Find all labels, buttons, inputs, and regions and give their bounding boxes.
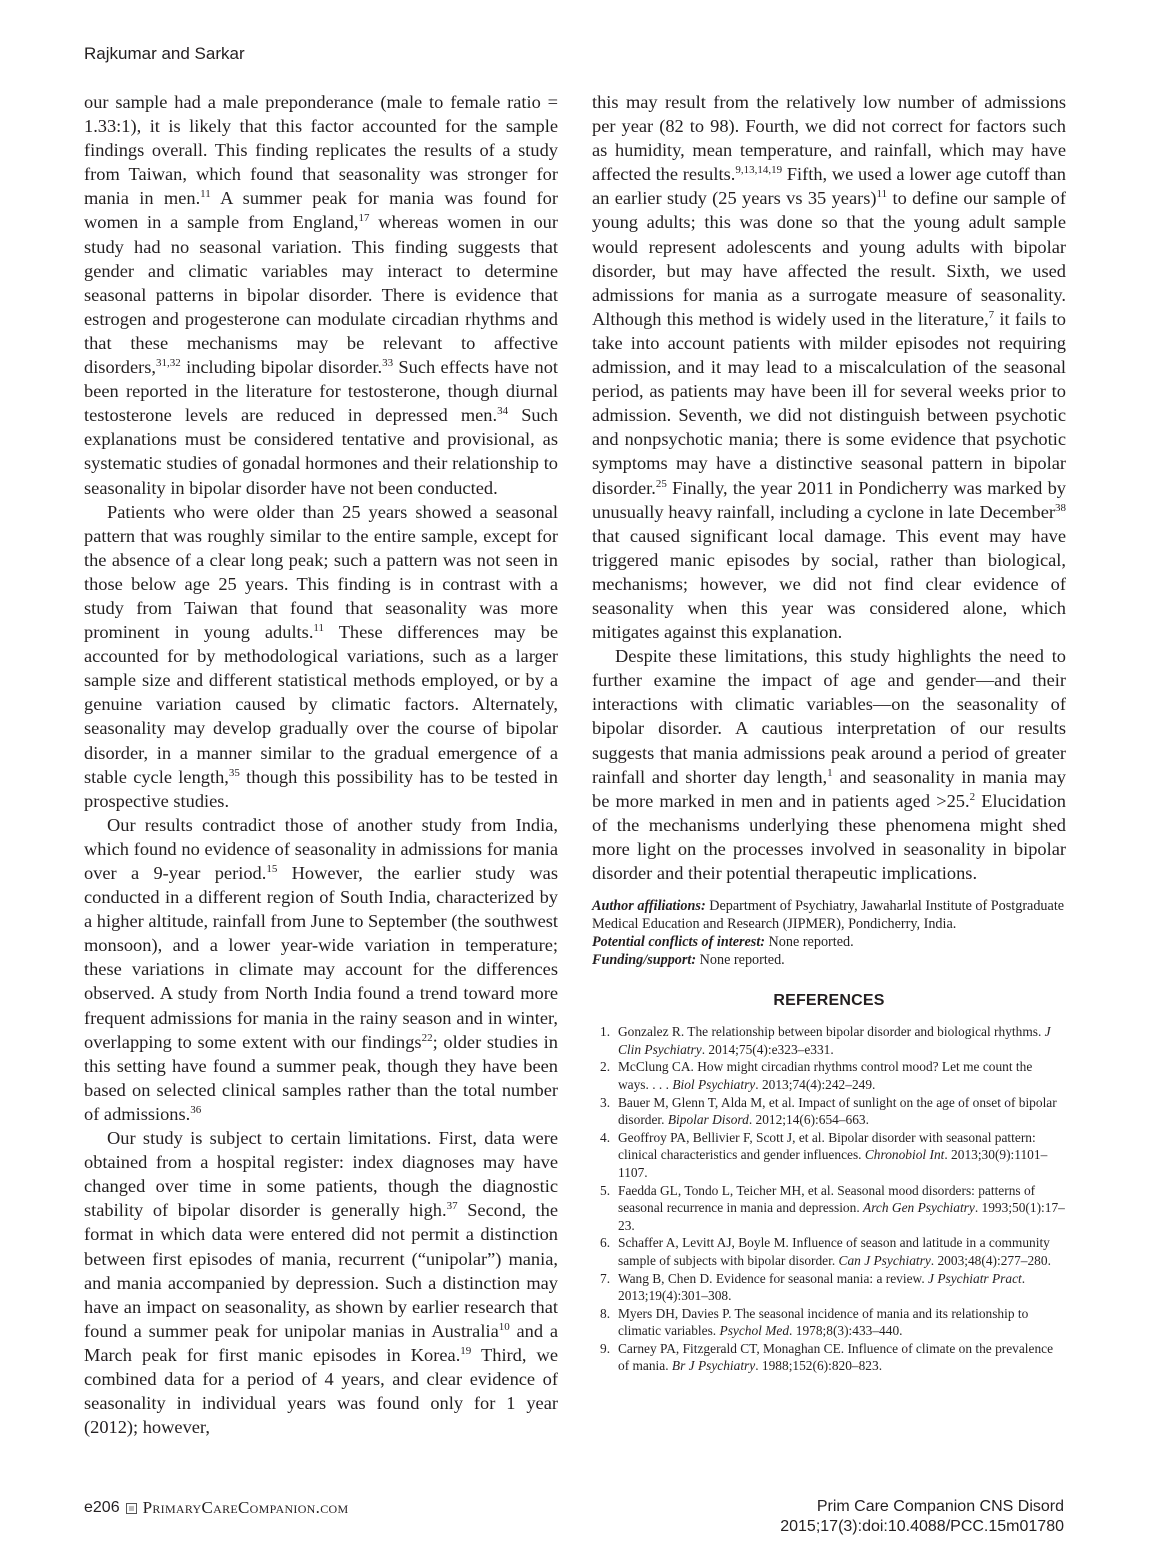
text: ; older studies in this setting have found a summer peak, though they have been based on selected clinical samples rather than the total number of admissions. bbox=[84, 1031, 558, 1124]
text: Such explanations must be considered tentative and provisional, as systematic studies of gonadal hormones and their relationship to seasonality in bipolar disorder have not been conducted. bbox=[84, 405, 558, 498]
citation[interactable]: 35 bbox=[228, 766, 240, 779]
text: Despite these limitations, this study highlights the need to further examine the impact of age and gender—and their interactions with climatic variables—on the seasonality of bipolar disorder. A cautious interpretation of our results suggests that mania admissions peak around a period of greater rainfall and shorter day length, bbox=[592, 646, 1066, 787]
text: Finally, the year 2011 in Pondicherry was marked by unusually heavy rainfall, including a cyclone in late December bbox=[592, 477, 1066, 522]
citation[interactable]: 17 bbox=[358, 212, 370, 225]
running-head: Rajkumar and Sarkar bbox=[84, 44, 245, 63]
left-column bbox=[84, 90, 558, 1439]
text: whereas women in our study had no seasonal variation. This finding suggests that gender and climatic variables may interact to determine seasonal patterns in bipolar disorder. There is evidence that estrogen and progesterone can modulate circadian rhythms and that these mechanisms may be relevant to affective disorders, bbox=[84, 212, 558, 378]
text: Elucidation of the mechanisms underlying these phenomena might shed more light on the processes involved in seasonality in bipolar disorder and their potential therapeutic implications. bbox=[592, 790, 1066, 883]
reference-item bbox=[592, 1094, 1066, 1129]
reference-details: . 2013;30(9):1101–1107. bbox=[618, 1147, 1048, 1180]
reference-text: Gonzalez R. The relationship between bipolar disorder and biological rhythms. bbox=[618, 1024, 1045, 1040]
citation[interactable]: 9,13,14,19 bbox=[735, 164, 783, 177]
citation[interactable]: 31,32 bbox=[156, 357, 181, 370]
citation[interactable]: 11 bbox=[200, 188, 211, 201]
label: Funding/support: bbox=[592, 952, 697, 969]
references-heading: REFERENCES bbox=[773, 992, 885, 1010]
reference-journal: Br J Psychiatry bbox=[671, 1358, 756, 1374]
reference-number: 7. bbox=[600, 1270, 611, 1286]
right-column bbox=[592, 90, 1066, 1375]
conflicts-of-interest bbox=[592, 933, 1066, 951]
reference-number: 3. bbox=[600, 1094, 611, 1110]
site-link[interactable]: PrimaryCareCompanion.com bbox=[142, 1498, 349, 1517]
text: Fifth, we used a lower age cutoff than an earlier study (25 years vs 35 years) bbox=[592, 164, 1066, 209]
reference-number: 9. bbox=[600, 1340, 611, 1356]
reference-item bbox=[592, 1305, 1066, 1340]
text: Department of Psychiatry, Jawaharlal Institute of Postgraduate Medical Education and Research (JIPMER), Pondicherry, India. bbox=[592, 898, 1065, 933]
reference-item bbox=[592, 1129, 1066, 1182]
citation[interactable]: 1 bbox=[827, 766, 833, 779]
text: Second, the format in which data were entered did not permit a distinction between first episodes of mania, recurrent (“unipolar”) mania, and mania accompanied by depression. Such a distinction may have an impact on seasonality, as shown by earlier research that found a summer peak for unipolar manias in Australia bbox=[84, 1200, 559, 1341]
citation[interactable]: 38 bbox=[1055, 501, 1066, 514]
reference-number: 4. bbox=[600, 1129, 611, 1145]
reference-text: Wang B, Chen D. Evidence for seasonal mania: a review. bbox=[618, 1270, 929, 1286]
funding-support bbox=[592, 951, 1066, 969]
citation[interactable]: 25 bbox=[655, 477, 667, 490]
text: However, the earlier study was conducted in a different region of South India, characterized by a higher altitude, rainfall from June to September (the southwest monsoon), and a lower year-wide variation in temperature; these variations in climate may account for the differences observed. A study from North India found a trend toward more frequent admissions for mania in the rainy season and in winter, overlapping to some extent with our findings bbox=[84, 863, 558, 1052]
citation[interactable]: 10 bbox=[498, 1320, 510, 1333]
citation[interactable]: 2 bbox=[969, 790, 976, 803]
label: Potential conflicts of interest: bbox=[592, 934, 765, 951]
reference-journal: J Clin Psychiatry bbox=[618, 1024, 1051, 1057]
citation[interactable]: 11 bbox=[313, 622, 325, 635]
text: These differences may be accounted for by methodological variations, such as a larger sample size and different statistical methods employed, or by a genuine variation caused by climatic factors. Alternately, seasonality may develop gradually over the course of bipolar disorder, in a manner similar to the gradual emergence of a stable cycle length, bbox=[84, 622, 558, 787]
text: and a March peak for first manic episodes in Korea. bbox=[84, 1320, 558, 1365]
text: to define our sample of young adults; this was done so that the young adult sample would represent adolescents and young adults with bipolar disorder, but may have affected the result. Sixth, we used admissions for mania as a surrogate measure of seasonality. Although this method is widely used in the literature, bbox=[592, 188, 1066, 329]
text: though this possibility has to be tested in prospective studies. bbox=[84, 766, 558, 811]
reference-number: 2. bbox=[600, 1059, 611, 1075]
reference-number: 6. bbox=[600, 1235, 611, 1251]
text: Patients who were older than 25 years showed a seasonal pattern that was roughly similar to the entire sample, except for the absence of a clear long peak; such a pattern was not seen in those below age 25 years. This finding is in contrast with a study from Taiwan that found that seasonality was more prominent in young adults. bbox=[84, 501, 558, 643]
reference-journal: J Psychiatr Pract bbox=[928, 1270, 1022, 1286]
paragraph bbox=[84, 813, 558, 1126]
text: Such effects have not been reported in the literature for testosterone, though diurnal testosterone levels are reduced in depressed men. bbox=[84, 357, 558, 426]
citation[interactable]: 34 bbox=[497, 405, 509, 418]
references-list bbox=[592, 1023, 1066, 1375]
citation[interactable]: 11 bbox=[876, 188, 888, 201]
reference-text: McClung CA. How might circadian rhythms control mood? Let me count the ways. . . . bbox=[618, 1059, 1033, 1092]
page-number: e206 bbox=[84, 1499, 120, 1516]
reference-details: . 2014;75(4):e323–e331. bbox=[701, 1041, 834, 1057]
reference-details: . 1993;50(1):17–23. bbox=[618, 1200, 1065, 1233]
text: and seasonality in mania may be more marked in men and in patients aged >25. bbox=[592, 766, 1066, 811]
reference-text: Myers DH, Davies P. The seasonal incidence of mania and its relationship to climatic variables. bbox=[618, 1305, 1029, 1339]
citation[interactable]: 7 bbox=[988, 308, 995, 321]
text: A summer peak for mania was found for women in a sample from England, bbox=[84, 188, 558, 233]
text: it fails to take into account patients with milder episodes not requiring admission, and it may lead to a miscalculation of the seasonal period, as patients may have been ill for several weeks prior to admission. Seventh, we did not distinguish between psychotic and nonpsychotic mania; there is some evidence that psychotic symptoms may have a distinctive seasonal pattern in bipolar disorder. bbox=[592, 308, 1066, 498]
text: Our results contradict those of another study from India, which found no evidence of seasonality in admissions for mania over a 9-year period. bbox=[84, 814, 558, 883]
reference-item bbox=[592, 1234, 1066, 1269]
reference-journal: Arch Gen Psychiatry bbox=[863, 1200, 975, 1216]
reference-journal: Can J Psychiatry bbox=[838, 1252, 931, 1268]
reference-number: 5. bbox=[600, 1182, 611, 1198]
reference-text: Bauer M, Glenn T, Alda M, et al. Impact of sunlight on the age of onset of bipolar disorder. bbox=[618, 1094, 1057, 1128]
text: our sample had a male preponderance (male to female ratio = 1.33:1), it is likely that this factor accounted for the sample findings overall. This finding replicates the results of a study from Taiwan, which found that seasonality was stronger for mania in men. bbox=[84, 92, 558, 209]
citation[interactable]: 36 bbox=[190, 1103, 202, 1116]
reference-item bbox=[592, 1058, 1066, 1093]
citation[interactable]: 15 bbox=[266, 863, 278, 875]
citation[interactable]: 19 bbox=[460, 1344, 472, 1357]
paragraph bbox=[84, 500, 558, 813]
label: Author affiliations: bbox=[592, 898, 706, 915]
reference-journal: Psychol Med bbox=[719, 1323, 790, 1339]
reference-item bbox=[592, 1270, 1066, 1305]
text: that caused significant local damage. This event may have triggered manic episodes by social, rather than biological, mechanisms; however, we did not find clear evidence of seasonality when this year was considered alone, which mitigates against this explanation. bbox=[592, 525, 1066, 643]
text: None reported. bbox=[765, 934, 854, 951]
reference-number: 8. bbox=[600, 1305, 611, 1321]
article-notes bbox=[592, 897, 1066, 969]
reference-details: . 2012;14(6):654–663. bbox=[748, 1112, 869, 1128]
reference-number: 1. bbox=[600, 1024, 611, 1040]
reference-details: . 2013;19(4):301–308. bbox=[618, 1270, 1026, 1304]
text: Our study is subject to certain limitations. First, data were obtained from a hospital register: index diagnoses may have changed over time in some patients, though the diagnostic stability of bipolar disorder is generally high. bbox=[84, 1128, 558, 1221]
reference-item bbox=[592, 1023, 1066, 1058]
reference-journal: Chronobiol Int bbox=[864, 1147, 945, 1163]
text: Third, we combined data for a period of 4 years, and clear evidence of seasonality in individual years was found only for 1 year (2012); however, bbox=[84, 1344, 558, 1438]
reference-text: Schaffer A, Levitt AJ, Boyle M. Influence of season and latitude in a community sample of subjects with bipolar disorder. bbox=[618, 1235, 1050, 1268]
author-affiliations bbox=[592, 897, 1066, 933]
reference-details: . 1988;152(6):820–823. bbox=[755, 1358, 883, 1374]
text: this may result from the relatively low number of admissions per year (82 to 98). Fourth, we did not correct for factors such as humidity, mean temperature, and rainfall, which may have affected the results. bbox=[592, 92, 1066, 185]
paragraph bbox=[84, 90, 558, 500]
reference-details: . 1978;8(3):433–440. bbox=[789, 1323, 903, 1339]
reference-item bbox=[592, 1182, 1066, 1235]
citation[interactable]: 33 bbox=[382, 357, 394, 370]
reference-journal: Bipolar Disord bbox=[667, 1112, 749, 1128]
doi-citation[interactable]: 2015;17(3):doi:10.4088/PCC.15m01780 bbox=[780, 1518, 1064, 1535]
reference-item bbox=[592, 1340, 1066, 1375]
reference-text: Faedda GL, Tondo L, Teicher MH, et al. Seasonal mood disorders: patterns of seasonal recurrence in mania and depression. bbox=[618, 1182, 1036, 1216]
text: including bipolar disorder. bbox=[180, 357, 383, 378]
square-bullet-icon bbox=[126, 1503, 137, 1514]
paragraph bbox=[592, 90, 1066, 644]
reference-text: Geoffroy PA, Bellivier F, Scott J, et al. Bipolar disorder with seasonal pattern: clinical characteristics and gender influences. bbox=[618, 1129, 1036, 1163]
reference-details: . 2013;74(4):242–249. bbox=[755, 1076, 876, 1092]
reference-details: . 2003;48(4):277–280. bbox=[930, 1252, 1051, 1268]
reference-text: Carney PA, Fitzgerald CT, Monaghan CE. Influence of climate on the prevalence of mania. bbox=[618, 1340, 1054, 1374]
reference-journal: Biol Psychiatry bbox=[672, 1076, 756, 1092]
citation[interactable]: 37 bbox=[446, 1200, 458, 1213]
citation[interactable]: 22 bbox=[421, 1031, 433, 1044]
journal-name: Prim Care Companion CNS Disord bbox=[816, 1498, 1064, 1515]
footer-left bbox=[84, 1498, 348, 1518]
paragraph bbox=[84, 1126, 558, 1439]
text: None reported. bbox=[696, 952, 785, 969]
paragraph bbox=[592, 644, 1066, 885]
footer-right bbox=[780, 1497, 1064, 1537]
